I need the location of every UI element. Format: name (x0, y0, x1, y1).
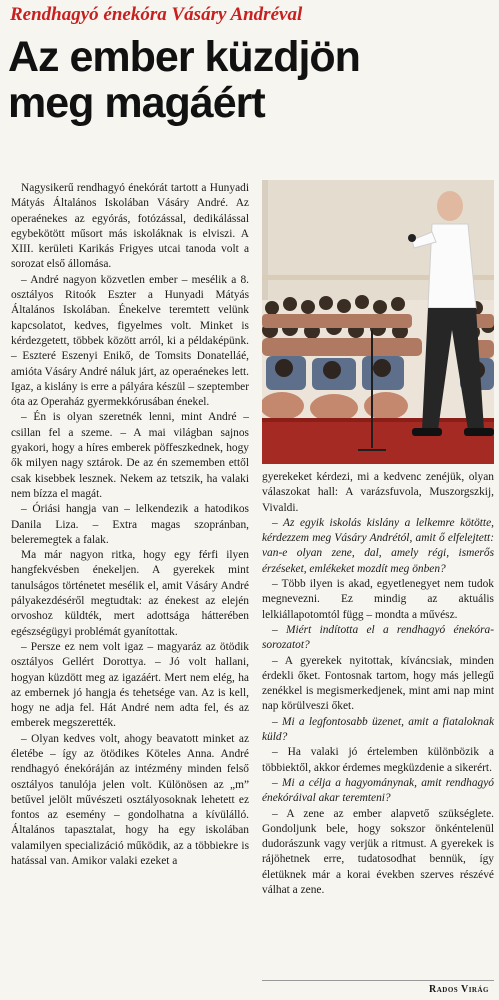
article-title-line-1: Az ember küzdjön (8, 33, 360, 81)
article-byline: Rados Virág (429, 984, 489, 995)
interview-question: – Mi a célja a hagyománynak, amit rendhagyó énekóráival akar teremteni? (262, 776, 494, 805)
article-body-right-column (262, 470, 494, 898)
interview-question: – Miért indította el a rendhagyó énekóra-sorozatot? (262, 623, 494, 652)
footer-rule (262, 980, 494, 981)
article-photo (262, 180, 494, 464)
paragraph: gyerekeket kérdezi, mi a kedvenc zenéjük, olyan válaszokat hall: A varázsfuvola, Muszorgszkij, Vivaldi. (262, 471, 494, 514)
paragraph: – Ha valaki jó értelemben különbözik a többiektől, akkor érdemes megküzdenie a sikerért. (262, 746, 494, 774)
paragraph: Nagysikerű rendhagyó énekórát tartott a Hunyadi Mátyás Általános Iskolában Vásáry André. Az operaénekes az egyórás, fotózással, dedikálással egybekötött műsort más iskoláknak is elviszi. A XIII. kerületi Karikás Frigyes utcai tanoda volt a sorozat első állomása. (11, 182, 249, 271)
article-body-left-column (11, 181, 249, 869)
paragraph: – Több ilyen is akad, egyetlenegyet nem tudok megnevezni. Ez mindig az aktuális lelkiállapotomtól függ – mondta a művész. (262, 578, 494, 621)
paragraph: – André nagyon közvetlen ember – mesélik a 8. osztályos Ritoók Eszter a Hunyadi Mátyás Általános Iskolában. Énekelve teremtett velünk kapcsolatot, kedves, figyelmes volt. Minket is kérdezgetett, többek között arról, ki a példaképünk. – Eszteré Eszenyi Enikő, de Tomsits Donatelláé, amióta Vásáry André náluk járt, az operaénekes lett. Igaz, a kislány is erre a pályára készül – szeptember óta az Operaház gyermekkórusában énekel. (11, 273, 249, 409)
article-title-line-2: meg magáért (8, 79, 265, 127)
photo-illustration (262, 180, 494, 464)
interview-question: – Mi a legfontosabb üzenet, amit a fiataloknak küld? (262, 715, 494, 744)
paragraph: Ma már nagyon ritka, hogy egy férfi ilyen hangfekvésben énekeljen. A gyerekek mint tanulságos történetet mesélik el, amit Vásáry André pályakezdéséről megtudtak: az énekest az elején orvoshoz küldték, mert adottsága hátterében egészségügyi problémát gyanítottak. (11, 549, 249, 638)
paragraph: – A zene az ember alapvető szükséglete. Gondoljunk bele, hogy sokszor önkéntelenül dudorászunk vagy verjük a ritmust. A gyerekek is rájöhetnek erre, tudatosodhat bennük, így életüknek már a korai években szerves részévé válhat a zene. (262, 807, 494, 897)
paragraph: – A gyerekek nyitottak, kíváncsiak, minden érdekli őket. Fontosnak tartom, hogy más jellegű zenékkel is megismerkedjenek, mint ami nap mint nap körülveszi őket. (262, 654, 494, 713)
paragraph: – Óriási hangja van – lelkendezik a hatodikos Danila Liza. – Extra magas szopránban, beleremegtek a falak. (11, 503, 249, 546)
interview-question: – Az egyik iskolás kislány a lelkemre kötötte, kérdezzem meg Vásáry Andrétól, amit ő elfelejtett: van-e olyan zene, dal, amely régi, ismerős érzéseket, emlékeket mozdít meg önben? (262, 516, 494, 575)
article-title (8, 34, 494, 126)
paragraph: – Persze ez nem volt igaz – magyaráz az ötödik osztályos Gellért Dorottya. – Jó volt hallani, hogyan küzdött meg az igazáért. Mert nem elég, ha az embernek jó hangja és tehetsége van. Az is kell, hogy ne adja fel. Hát André nem adta fel, és az emberek megszerették. (11, 640, 249, 730)
paragraph: – Olyan kedves volt, ahogy beavatott minket az életébe – így az ötödikes Köteles Anna. André rendhagyó énekóráján az intézmény minden felső osztályos tanulója jelen volt. Különösen az „m” betűvel jelölt művészeti osztályosoknak lehetett ez fontos az esemény – gondolhatna a kívülálló. Általános tapasztalat, hogy ha egy iskolában valamilyen specializáció működik, az a többiekre is hatással van. Amikor valaki ezeket a (11, 732, 249, 868)
article-kicker: Rendhagyó énekóra Vásáry Andréval (10, 4, 303, 25)
paragraph: – Én is olyan szeretnék lenni, mint André – csillan fel a szeme. – A mai világban sajnos gyakori, hogy a híres emberek pöffeszkednek, hogy ők milyen nagy sztárok. De az én szememben ettől csak kisebbek lesznek. Nekem az tetszik, ha valaki nem bízza el magát. (11, 411, 249, 500)
